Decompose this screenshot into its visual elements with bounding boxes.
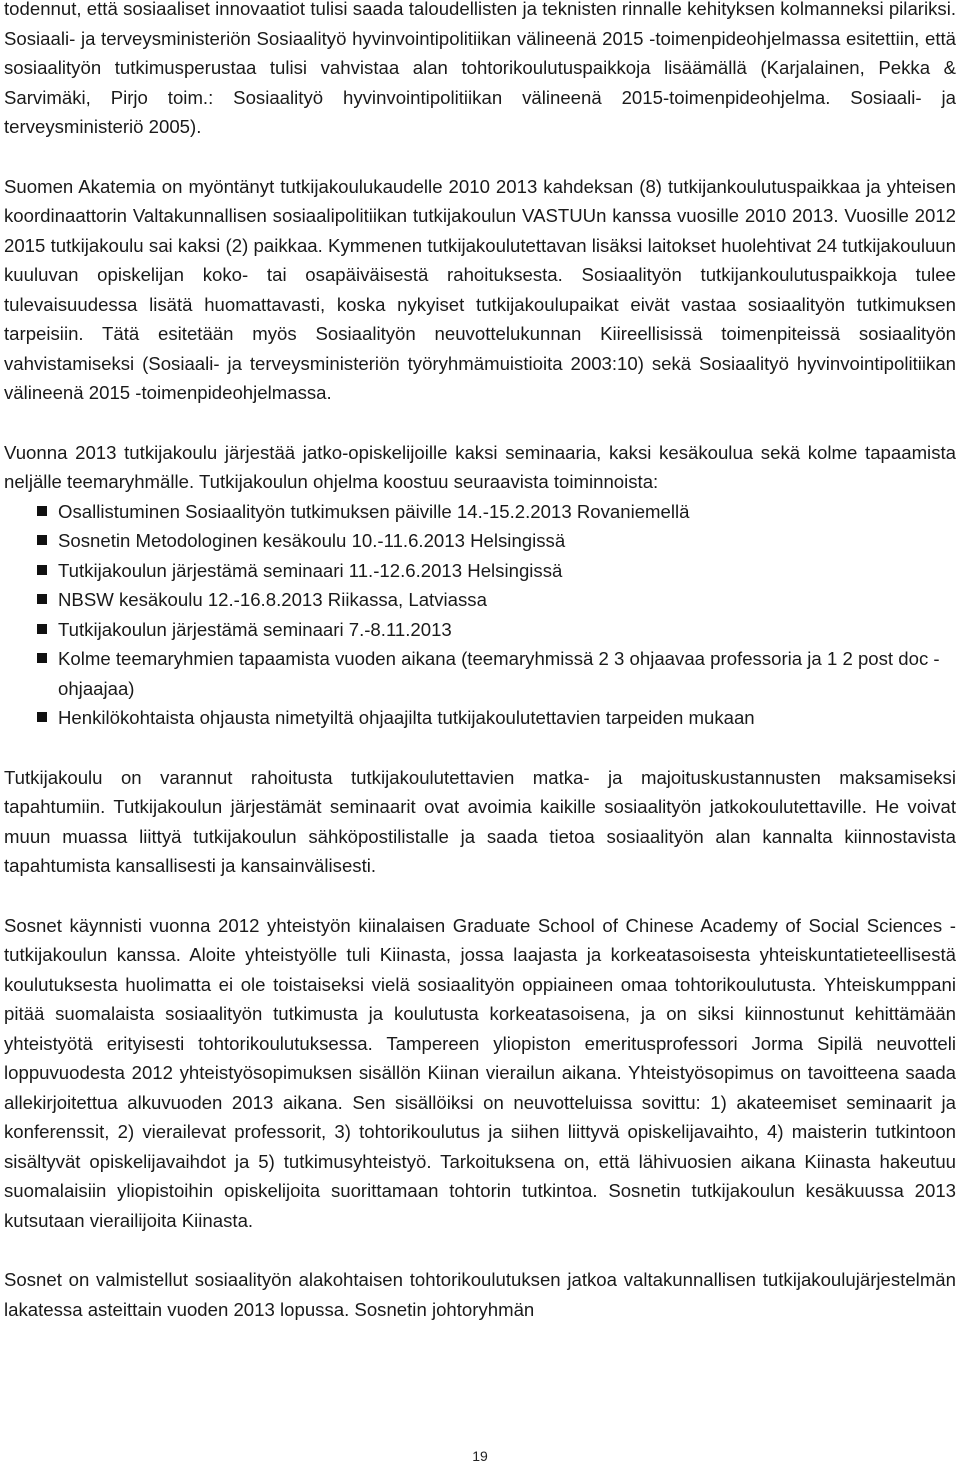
square-bullet-icon: [37, 565, 47, 575]
paragraph-program-2013: Vuonna 2013 tutkijakoulu järjestää jatko-opiskelijoille kaksi seminaaria, kaksi kesäkoulua sekä kolme tapaamista neljälle teemaryhmälle. Tutkijakoulun ohjelma koostuu seuraavista toiminnoista:: [4, 441, 956, 492]
square-bullet-icon: [37, 653, 47, 663]
list-item-text: Tutkijakoulun järjestämä seminaari 7.-8.11.2013: [58, 618, 452, 640]
list-item-text: Sosnetin Metodologinen kesäkoulu 10.-11.6.2013 Helsingissä: [58, 530, 566, 551]
list-item: [4, 644, 956, 703]
paragraph-future-planning: Sosnet on valmistellut sosiaalityön alakohtaisen tohtorikoulutuksen jatkoa valtakunnallisen tutkijakoulujärjestelmän lakatessa asteittain vuoden 2013 lopussa. Sosnetin johtoryhmän: [4, 1269, 956, 1320]
list-item: [4, 497, 956, 527]
list-item-text: Tutkijakoulun järjestämä seminaari 11.-12.6.2013 Helsingissä: [58, 559, 563, 581]
paragraph-china-cooperation: Sosnet käynnisti vuonna 2012 yhteistyön kiinalaisen Graduate School of Chinese Academy of Social Sciences - tutkijakoulun kanssa. Aloite yhteistyölle tuli Kiinasta, jossa laajasta ja korkeatasoisesta yhteiskuntatieteellisestä koulutuksesta huolimatta ei ole toistaiseksi vielä sosiaalityön oppiaineen omaa tohtorikoulutusta. Yhteiskumppani pitää suomalaista sosiaalityön tutkimusta ja koulutusta korkeatasoisena, ja on siksi kiinnostunut kehittämään yhteistyötä erityisesti tohtorikoulutuksessa. Tampereen yliopiston emeritusprofessori Jorma Sipilä neuvotteli loppuvuodesta 2012 yhteistyösopimuksen sisällön Kiinan vierailun aikana. Yhteistyösopimus on tavoitteena saada allekirjoitettua alkuvuoden 2013 aikana. Sen sisällöiksi on neuvotteluissa sovittu: 1) akateemiset seminaarit ja konferenssit, 2) vierailevat professorit, 3) tohtorikoulutus ja siihen liittyvä opiskelijavaihto, 4) maisterin tutkintoon sisältyvät opiskelijavaihdot ja 5) tutkimusyhteistyö. Tarkoituksena on, että lähivuosien aikana Kiinasta hakeutuu suomalaisiin yliopistoihin opiskelijoita suorittamaan tohtorin tutkintoa. Sosnetin tutkijakoulun kesäkuussa 2013 kutsutaan vierailijoita Kiinasta.: [4, 914, 956, 1231]
list-item: [4, 526, 956, 556]
list-item: [4, 556, 956, 586]
square-bullet-icon: [37, 624, 47, 634]
square-bullet-icon: [37, 712, 47, 722]
square-bullet-icon: [37, 506, 47, 516]
list-item: [4, 585, 956, 615]
square-bullet-icon: [37, 594, 47, 604]
paragraph-intro-continuation: todennut, että sosiaaliset innovaatiot tulisi saada taloudellisten ja teknisten rinnalle kehityksen kolmanneksi pilariksi. Sosiaali- ja terveysministeriön Sosiaalityö hyvinvointipolitiikan välineenä 2015 -toimenpideohjelmassa esitettiin, että sosiaalityön tutkimusperustaa tulisi vahvistaa alan tohtorikoulutuspaikkoja lisäämällä (Karjalainen, Pekka & Sarvimäki, Pirjo toim.: Sosiaalityö hyvinvointipolitiikan välineenä 2015-toimenpideohjelma. Sosiaali- ja terveysministeriö 2005).: [4, 0, 956, 137]
list-item: [4, 703, 956, 733]
activities-list: [4, 497, 956, 733]
list-item-text: NBSW kesäkoulu 12.-16.8.2013 Riikassa, Latviassa: [58, 589, 487, 610]
page-number: 19: [472, 1448, 488, 1464]
list-item-text: Kolme teemaryhmien tapaamista vuoden aikana (teemaryhmissä 2 3 ohjaavaa professoria ja 1 2 post doc -ohjaajaa): [58, 648, 940, 699]
square-bullet-icon: [37, 535, 47, 545]
paragraph-academy-funding: Suomen Akatemia on myöntänyt tutkijakoulukaudelle 2010 2013 kahdeksan (8) tutkijankoulutuspaikkaa ja yhteisen koordinaattorin Valtakunnallisen sosiaalipolitiikan tutkijakoulun VASTUUn kanssa vuosille 2010 2013. Vuosille 2012 2015 tutkijakoulu sai kaksi (2) paikkaa. Kymmenen tutkijakoulutettavan lisäksi laitokset huolehtivat 24 tutkijakouluun kuuluvan opiskelijan koko- tai osapäiväisestä rahoituksesta. Sosiaalityön tutkijankoulutuspaikkoja tulee tulevaisuudessa lisätä huomattavasti, koska nykyiset tutkijakoulupaikat eivät vastaa sosiaalityön tutkimuksen tarpeisiin. Tätä esitetään myös Sosiaalityön neuvottelukunnan Kiireellisissä toimenpiteissä sosiaalityön vahvistamiseksi (Sosiaali- ja terveysministeriön työryhmämuistioita 2003:10) sekä Sosiaalityö hyvinvointipolitiikan välineenä 2015 -toimenpideohjelmassa.: [4, 175, 956, 403]
list-item-text: Osallistuminen Sosiaalityön tutkimuksen päiville 14.-15.2.2013 Rovaniemellä: [58, 500, 690, 522]
list-item-text: Henkilökohtaista ohjausta nimetyiltä ohjaajilta tutkijakoulutettavien tarpeiden mukaan: [58, 707, 755, 728]
document-page: [4, 0, 956, 1324]
list-item: [4, 615, 956, 645]
paragraph-travel-funding: Tutkijakoulu on varannut rahoitusta tutkijakoulutettavien matka- ja majoituskustannusten maksamiseksi tapahtumiin. Tutkijakoulun järjestämät seminaarit ovat avoimia kaikille sosiaalityön jatkokoulutettaville. He voivat muun muassa liittyä tutkijakoulun sähköpostilistalle ja saada tietoa sosiaalityön alan kannalta kiinnostavista tapahtumista kansallisesti ja kansainvälisesti.: [4, 766, 956, 876]
